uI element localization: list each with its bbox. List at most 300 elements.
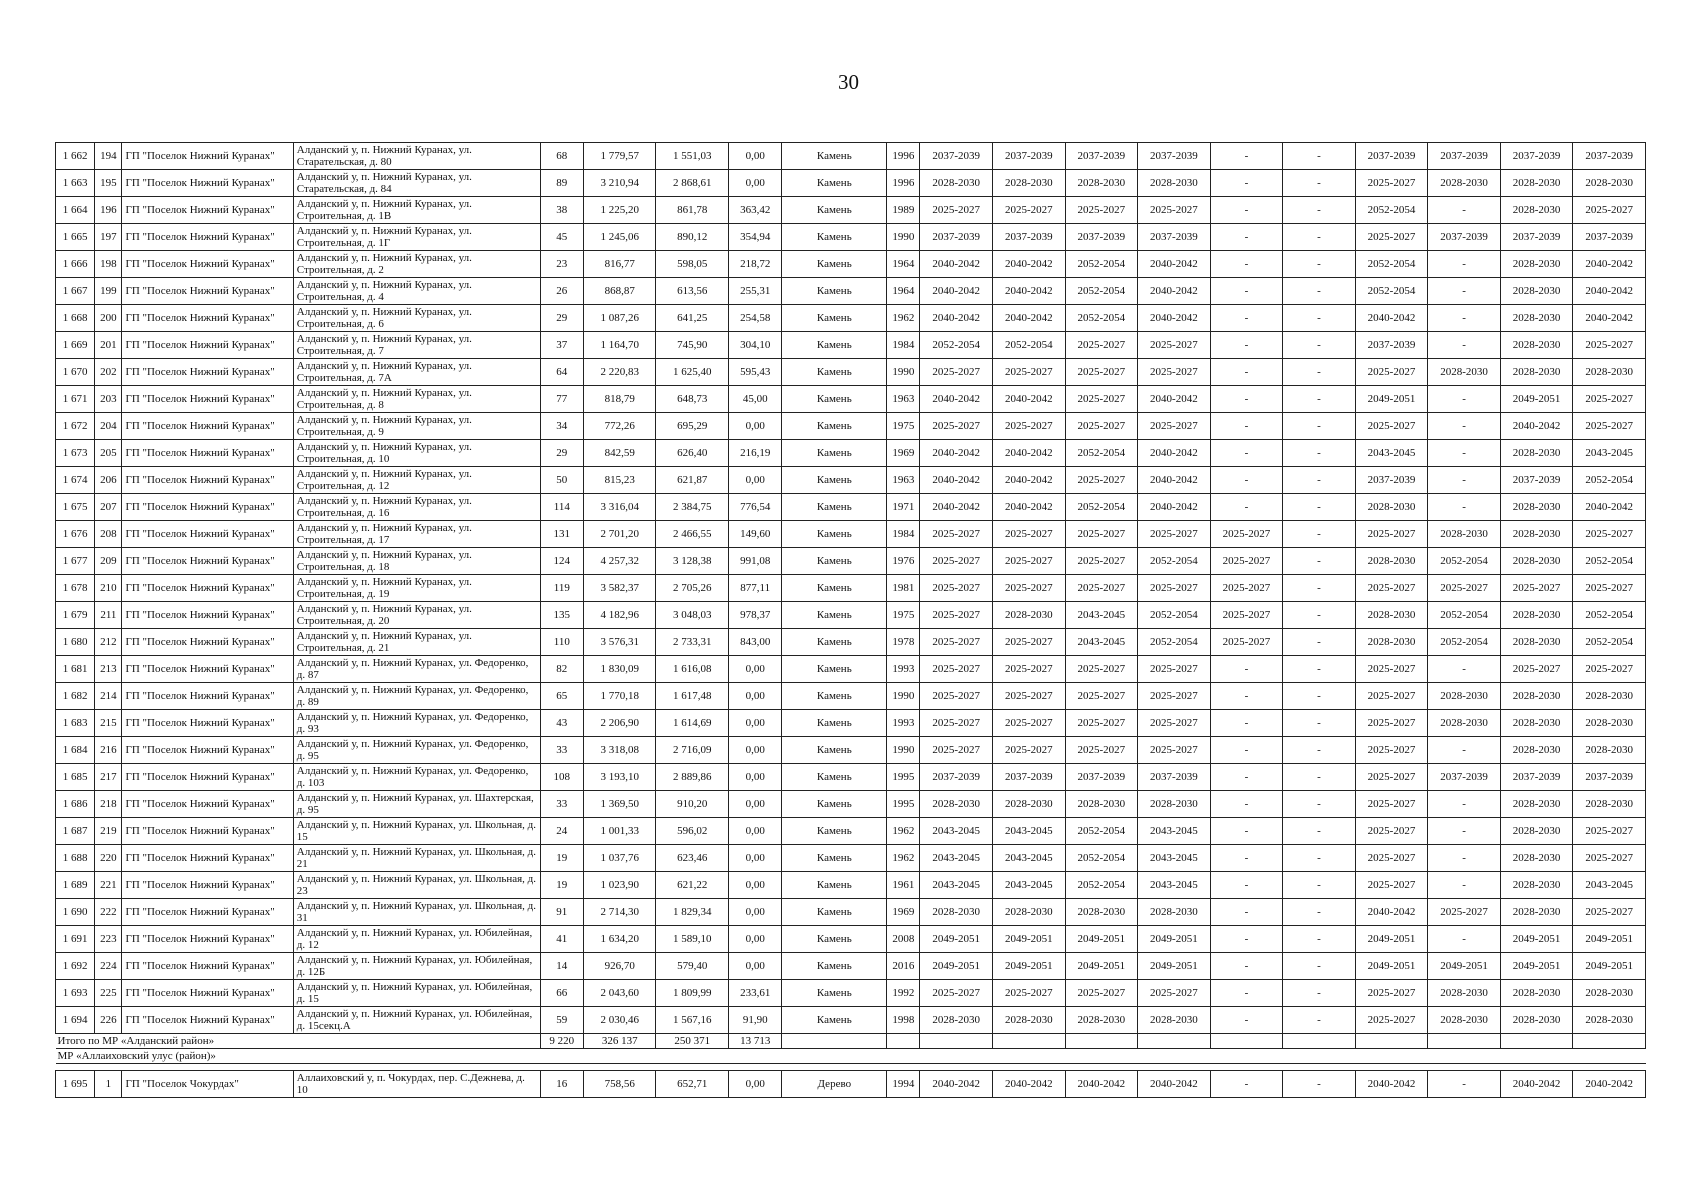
table-cell: 621,22 xyxy=(656,872,729,899)
table-row xyxy=(56,845,1646,872)
table-cell: Алданский у, п. Нижний Куранах, ул. Строительная, д. 19 xyxy=(293,575,540,602)
table-cell: 1 567,16 xyxy=(656,1007,729,1034)
table-cell: 2025-2027 xyxy=(1573,521,1646,548)
table-cell: - xyxy=(1428,926,1501,953)
table-cell: 2052-2054 xyxy=(1065,494,1138,521)
table-cell: 2025-2027 xyxy=(1355,818,1428,845)
table-cell: 2043-2045 xyxy=(920,845,993,872)
table-cell: 2052-2054 xyxy=(1138,602,1211,629)
table-cell: - xyxy=(1210,494,1283,521)
table-cell: 1 690 xyxy=(56,899,95,926)
table-cell: 1 670 xyxy=(56,359,95,386)
table-cell: 2025-2027 xyxy=(1065,467,1138,494)
table-cell: ГП "Поселок Нижний Куранах" xyxy=(122,629,293,656)
table-cell: 3 128,38 xyxy=(656,548,729,575)
table-cell: 2025-2027 xyxy=(1355,764,1428,791)
table-cell: 1 685 xyxy=(56,764,95,791)
table-cell: 1 667 xyxy=(56,278,95,305)
table-cell: - xyxy=(1283,764,1356,791)
table-cell: 108 xyxy=(540,764,583,791)
table-cell: 2025-2027 xyxy=(1573,818,1646,845)
table-cell: 772,26 xyxy=(583,413,656,440)
empty-cell xyxy=(1355,1034,1428,1049)
table-cell: 1 695 xyxy=(56,1071,95,1098)
table-cell: 2025-2027 xyxy=(920,575,993,602)
table-cell: 2025-2027 xyxy=(993,683,1066,710)
table-cell: 2040-2042 xyxy=(920,494,993,521)
table-cell: ГП "Поселок Нижний Куранах" xyxy=(122,143,293,170)
table-cell: 2049-2051 xyxy=(1065,953,1138,980)
table-cell: 2025-2027 xyxy=(993,575,1066,602)
table-row xyxy=(56,305,1646,332)
table-cell: ГП "Поселок Нижний Куранах" xyxy=(122,386,293,413)
table-cell: 14 xyxy=(540,953,583,980)
table-cell: Алданский у, п. Нижний Куранах, ул. Строительная, д. 7 xyxy=(293,332,540,359)
table-cell: 1 689 xyxy=(56,872,95,899)
table-cell: 626,40 xyxy=(656,440,729,467)
table-cell: 2025-2027 xyxy=(1355,170,1428,197)
empty-cell xyxy=(1138,1034,1211,1049)
table-cell: - xyxy=(1428,332,1501,359)
table-cell: - xyxy=(1428,872,1501,899)
table-cell: Алданский у, п. Нижний Куранах, ул. Юбилейная, д. 15секц.А xyxy=(293,1007,540,1034)
total-area-other: 13 713 xyxy=(729,1034,782,1049)
table-cell: ГП "Поселок Нижний Куранах" xyxy=(122,926,293,953)
table-row xyxy=(56,548,1646,575)
table-cell: 2040-2042 xyxy=(1500,413,1573,440)
table-cell: - xyxy=(1428,440,1501,467)
table-cell: 2040-2042 xyxy=(920,386,993,413)
table-cell: 2052-2054 xyxy=(1573,602,1646,629)
table-cell: Камень xyxy=(782,251,887,278)
table-cell: 2043-2045 xyxy=(1138,872,1211,899)
total-residents: 9 220 xyxy=(540,1034,583,1049)
table-cell: 2025-2027 xyxy=(1355,521,1428,548)
table-row xyxy=(56,899,1646,926)
table-cell: 2037-2039 xyxy=(1573,224,1646,251)
table-cell: 1 694 xyxy=(56,1007,95,1034)
table-cell: 2040-2042 xyxy=(920,1071,993,1098)
table-cell: 2025-2027 xyxy=(920,359,993,386)
table-cell: 776,54 xyxy=(729,494,782,521)
table-cell: 1 830,09 xyxy=(583,656,656,683)
table-cell: 2025-2027 xyxy=(1210,575,1283,602)
table-cell: Алданский у, п. Нижний Куранах, ул. Строительная, д. 17 xyxy=(293,521,540,548)
table-cell: 2040-2042 xyxy=(1573,305,1646,332)
table-cell: 2052-2054 xyxy=(920,332,993,359)
table-cell: 1984 xyxy=(887,521,920,548)
table-cell: 0,00 xyxy=(729,467,782,494)
table-cell: 2052-2054 xyxy=(1065,845,1138,872)
table-cell: ГП "Поселок Нижний Куранах" xyxy=(122,467,293,494)
table-cell: ГП "Поселок Нижний Куранах" xyxy=(122,521,293,548)
table-cell: 2025-2027 xyxy=(1138,332,1211,359)
table-row xyxy=(56,764,1646,791)
table-cell: 254,58 xyxy=(729,305,782,332)
table-cell: 2025-2027 xyxy=(1138,710,1211,737)
table-cell: 1990 xyxy=(887,359,920,386)
table-cell: 2037-2039 xyxy=(1065,224,1138,251)
table-cell: 1 770,18 xyxy=(583,683,656,710)
table-cell: 2028-2030 xyxy=(1065,1007,1138,1034)
table-cell: 2040-2042 xyxy=(993,251,1066,278)
table-cell: ГП "Поселок Нижний Куранах" xyxy=(122,359,293,386)
table-cell: 2040-2042 xyxy=(1138,386,1211,413)
table-cell: 26 xyxy=(540,278,583,305)
table-cell: ГП "Поселок Нижний Куранах" xyxy=(122,737,293,764)
table-cell: 1994 xyxy=(887,1071,920,1098)
table-cell: 877,11 xyxy=(729,575,782,602)
table-cell: 2025-2027 xyxy=(1573,332,1646,359)
table-cell: 205 xyxy=(95,440,122,467)
table-cell: 2040-2042 xyxy=(993,467,1066,494)
table-cell: 2052-2054 xyxy=(993,332,1066,359)
table-cell: 2008 xyxy=(887,926,920,953)
table-cell: 1993 xyxy=(887,656,920,683)
table-cell: Камень xyxy=(782,791,887,818)
table-cell: 2025-2027 xyxy=(1210,548,1283,575)
table-cell: - xyxy=(1428,305,1501,332)
table-cell: 214 xyxy=(95,683,122,710)
table-cell: 2040-2042 xyxy=(920,251,993,278)
table-cell: 2052-2054 xyxy=(1065,440,1138,467)
table-cell: 2040-2042 xyxy=(1355,899,1428,926)
table-cell: 0,00 xyxy=(729,791,782,818)
table-row xyxy=(56,413,1646,440)
table-cell: 1 634,20 xyxy=(583,926,656,953)
table-row xyxy=(56,683,1646,710)
table-cell: Алданский у, п. Нижний Куранах, ул. Строительная, д. 1В xyxy=(293,197,540,224)
table-cell: 216 xyxy=(95,737,122,764)
table-cell: 2028-2030 xyxy=(1065,899,1138,926)
empty-cell xyxy=(1283,1034,1356,1049)
table-cell: 1 779,57 xyxy=(583,143,656,170)
table-cell: 2028-2030 xyxy=(1428,1007,1501,1034)
table-cell: 842,59 xyxy=(583,440,656,467)
table-cell: 648,73 xyxy=(656,386,729,413)
table-cell: 2028-2030 xyxy=(1428,359,1501,386)
table-cell: 2025-2027 xyxy=(993,359,1066,386)
table-cell: 926,70 xyxy=(583,953,656,980)
table-cell: - xyxy=(1210,1007,1283,1034)
table-cell: 2040-2042 xyxy=(993,278,1066,305)
table-cell: - xyxy=(1210,305,1283,332)
table-cell: 255,31 xyxy=(729,278,782,305)
empty-cell xyxy=(1500,1034,1573,1049)
table-cell: 1990 xyxy=(887,224,920,251)
table-cell: - xyxy=(1210,467,1283,494)
table-cell: 91 xyxy=(540,899,583,926)
table-cell: 1 037,76 xyxy=(583,845,656,872)
table-cell: - xyxy=(1283,953,1356,980)
table-cell: 68 xyxy=(540,143,583,170)
table-cell: 0,00 xyxy=(729,818,782,845)
table-cell: 2049-2051 xyxy=(993,953,1066,980)
empty-cell xyxy=(1065,1034,1138,1049)
table-cell: 1976 xyxy=(887,548,920,575)
table-cell: - xyxy=(1283,602,1356,629)
table-cell: 2028-2030 xyxy=(1138,791,1211,818)
table-cell: Камень xyxy=(782,170,887,197)
empty-cell xyxy=(1428,1034,1501,1049)
table-cell: 2037-2039 xyxy=(1428,143,1501,170)
table-cell: ГП "Поселок Нижний Куранах" xyxy=(122,548,293,575)
table-cell: 2037-2039 xyxy=(1138,764,1211,791)
table-cell: 2043-2045 xyxy=(993,872,1066,899)
table-cell: ГП "Поселок Чокурдах" xyxy=(122,1071,293,1098)
table-cell: 1 682 xyxy=(56,683,95,710)
table-cell: 2028-2030 xyxy=(1500,872,1573,899)
table-cell: - xyxy=(1210,899,1283,926)
table-cell: 2052-2054 xyxy=(1065,251,1138,278)
table-row xyxy=(56,386,1646,413)
table-cell: 2028-2030 xyxy=(1500,791,1573,818)
table-cell: ГП "Поселок Нижний Куранах" xyxy=(122,872,293,899)
table-cell: 131 xyxy=(540,521,583,548)
table-cell: - xyxy=(1428,278,1501,305)
table-cell: 16 xyxy=(540,1071,583,1098)
table-cell: 2025-2027 xyxy=(1138,683,1211,710)
table-cell: 2052-2054 xyxy=(1355,197,1428,224)
table-cell: 2040-2042 xyxy=(1138,305,1211,332)
table-cell: 2028-2030 xyxy=(1355,629,1428,656)
table-cell: Алданский у, п. Нижний Куранах, ул. Строительная, д. 16 xyxy=(293,494,540,521)
table-cell: 0,00 xyxy=(729,656,782,683)
table-cell: - xyxy=(1210,224,1283,251)
table-cell: 226 xyxy=(95,1007,122,1034)
table-cell: 2028-2030 xyxy=(1355,602,1428,629)
table-row xyxy=(56,440,1646,467)
table-cell: 218,72 xyxy=(729,251,782,278)
table-cell: 2049-2051 xyxy=(1355,953,1428,980)
table-cell: Алданский у, п. Нижний Куранах, ул. Федоренко, д. 87 xyxy=(293,656,540,683)
table-cell: 1 693 xyxy=(56,980,95,1007)
table-cell: Алданский у, п. Нижний Куранах, ул. Строительная, д. 21 xyxy=(293,629,540,656)
table-cell: 2028-2030 xyxy=(920,899,993,926)
table-cell: Алданский у, п. Нижний Куранах, ул. Строительная, д. 6 xyxy=(293,305,540,332)
table-cell: 2049-2051 xyxy=(1428,953,1501,980)
table-cell: 1 225,20 xyxy=(583,197,656,224)
table-cell: 2040-2042 xyxy=(920,305,993,332)
table-cell: - xyxy=(1283,1007,1356,1034)
table-cell: 2040-2042 xyxy=(1355,1071,1428,1098)
table-cell: 2025-2027 xyxy=(993,737,1066,764)
table-cell: 1 664 xyxy=(56,197,95,224)
table-cell: 621,87 xyxy=(656,467,729,494)
table-cell: 2 466,55 xyxy=(656,521,729,548)
table-cell: 2028-2030 xyxy=(1138,170,1211,197)
table-cell: 203 xyxy=(95,386,122,413)
table-cell: 219 xyxy=(95,818,122,845)
empty-cell xyxy=(993,1034,1066,1049)
table-cell: Камень xyxy=(782,197,887,224)
table-cell: 233,61 xyxy=(729,980,782,1007)
table-cell: 1 683 xyxy=(56,710,95,737)
table-cell: 2037-2039 xyxy=(993,224,1066,251)
table-cell: ГП "Поселок Нижний Куранах" xyxy=(122,494,293,521)
table-cell: 199 xyxy=(95,278,122,305)
table-cell: 2037-2039 xyxy=(920,764,993,791)
table-cell: - xyxy=(1210,764,1283,791)
table-cell: 1 023,90 xyxy=(583,872,656,899)
table-row xyxy=(56,170,1646,197)
table-cell: 1 663 xyxy=(56,170,95,197)
section-row xyxy=(56,1049,1646,1064)
table-cell: 2 030,46 xyxy=(583,1007,656,1034)
table-cell: 0,00 xyxy=(729,899,782,926)
table-cell: 2040-2042 xyxy=(993,1071,1066,1098)
table-cell: 222 xyxy=(95,899,122,926)
table-cell: 2049-2051 xyxy=(1355,386,1428,413)
table-cell: 816,77 xyxy=(583,251,656,278)
table-cell: 2025-2027 xyxy=(993,980,1066,1007)
table-cell: 2028-2030 xyxy=(1428,683,1501,710)
table-cell: 2052-2054 xyxy=(1355,251,1428,278)
table-cell: 2043-2045 xyxy=(1355,440,1428,467)
table-cell: 2028-2030 xyxy=(1065,170,1138,197)
table-cell: 2028-2030 xyxy=(1500,170,1573,197)
table-cell: 2028-2030 xyxy=(1573,791,1646,818)
table-cell: 2025-2027 xyxy=(1573,899,1646,926)
table-cell: 2028-2030 xyxy=(920,1007,993,1034)
table-cell: Камень xyxy=(782,278,887,305)
table-cell: 2 868,61 xyxy=(656,170,729,197)
table-cell: Алданский у, п. Нижний Куранах, ул. Федоренко, д. 103 xyxy=(293,764,540,791)
table-cell: 201 xyxy=(95,332,122,359)
table-cell: - xyxy=(1283,305,1356,332)
table-cell: 1962 xyxy=(887,845,920,872)
table-cell: 2040-2042 xyxy=(920,278,993,305)
table-cell: 2025-2027 xyxy=(1355,575,1428,602)
table-cell: ГП "Поселок Нижний Куранах" xyxy=(122,251,293,278)
table-cell: - xyxy=(1283,467,1356,494)
table-cell: 2052-2054 xyxy=(1355,278,1428,305)
table-cell: 0,00 xyxy=(729,1071,782,1098)
table-cell: - xyxy=(1428,413,1501,440)
table-cell: 2028-2030 xyxy=(1573,359,1646,386)
table-cell: - xyxy=(1283,629,1356,656)
table-cell: 2028-2030 xyxy=(993,791,1066,818)
table-cell: - xyxy=(1283,413,1356,440)
table-cell: 2025-2027 xyxy=(1065,413,1138,440)
table-cell: 2028-2030 xyxy=(1500,737,1573,764)
table-cell: 2025-2027 xyxy=(920,980,993,1007)
table-cell: 861,78 xyxy=(656,197,729,224)
table-cell: 2025-2027 xyxy=(1065,521,1138,548)
table-cell: 2028-2030 xyxy=(1355,494,1428,521)
table-cell: 41 xyxy=(540,926,583,953)
table-row xyxy=(56,197,1646,224)
table-cell: 2049-2051 xyxy=(1500,953,1573,980)
table-row xyxy=(56,278,1646,305)
table-cell: 2037-2039 xyxy=(920,143,993,170)
table-cell: 2025-2027 xyxy=(993,197,1066,224)
table-cell: 1 686 xyxy=(56,791,95,818)
table-cell: 2028-2030 xyxy=(1355,548,1428,575)
table-cell: 37 xyxy=(540,332,583,359)
table-cell: 2025-2027 xyxy=(1065,683,1138,710)
table-cell: 220 xyxy=(95,845,122,872)
table-cell: 2025-2027 xyxy=(993,710,1066,737)
table-cell: 2037-2039 xyxy=(920,224,993,251)
table-cell: 2025-2027 xyxy=(1138,359,1211,386)
table-row xyxy=(56,494,1646,521)
table-cell: 2040-2042 xyxy=(1138,467,1211,494)
table-cell: - xyxy=(1283,278,1356,305)
table-cell: - xyxy=(1210,845,1283,872)
table-cell: Камень xyxy=(782,656,887,683)
table-cell: 2052-2054 xyxy=(1573,467,1646,494)
table-cell: 2043-2045 xyxy=(920,872,993,899)
table-cell: 1 681 xyxy=(56,656,95,683)
table-cell: - xyxy=(1210,683,1283,710)
table-cell: 2052-2054 xyxy=(1065,872,1138,899)
table-cell: 2043-2045 xyxy=(993,818,1066,845)
table-cell: 2025-2027 xyxy=(1355,656,1428,683)
table-cell: 2037-2039 xyxy=(1573,764,1646,791)
table-cell: 197 xyxy=(95,224,122,251)
table-cell: Камень xyxy=(782,143,887,170)
table-cell: 2028-2030 xyxy=(993,1007,1066,1034)
table-cell: ГП "Поселок Нижний Куранах" xyxy=(122,791,293,818)
table-cell: 2028-2030 xyxy=(1500,629,1573,656)
table-cell: 29 xyxy=(540,305,583,332)
table-cell: ГП "Поселок Нижний Куранах" xyxy=(122,1007,293,1034)
table-cell: 2037-2039 xyxy=(1428,224,1501,251)
table-cell: 2043-2045 xyxy=(1065,629,1138,656)
table-cell: 2040-2042 xyxy=(1138,278,1211,305)
table-cell: 0,00 xyxy=(729,143,782,170)
table-cell: 2043-2045 xyxy=(1065,602,1138,629)
table-cell: 43 xyxy=(540,710,583,737)
table-cell: 1 614,69 xyxy=(656,710,729,737)
table-cell: 2028-2030 xyxy=(1500,359,1573,386)
table-cell: 1 688 xyxy=(56,845,95,872)
table-cell: 2049-2051 xyxy=(1573,926,1646,953)
table-cell: 1990 xyxy=(887,683,920,710)
table-row xyxy=(56,251,1646,278)
table-cell: - xyxy=(1283,521,1356,548)
table-cell: 2049-2051 xyxy=(1573,953,1646,980)
table-cell: 2025-2027 xyxy=(1065,656,1138,683)
table-cell: ГП "Поселок Нижний Куранах" xyxy=(122,197,293,224)
table-cell: 2028-2030 xyxy=(1500,494,1573,521)
table-cell: 2025-2027 xyxy=(1355,224,1428,251)
table-cell: Камень xyxy=(782,845,887,872)
table-cell: 2028-2030 xyxy=(1500,899,1573,926)
table-cell: 2025-2027 xyxy=(1573,413,1646,440)
table-cell: 2025-2027 xyxy=(1065,386,1138,413)
table-cell: - xyxy=(1428,251,1501,278)
table-cell: - xyxy=(1283,818,1356,845)
table-cell: ГП "Поселок Нижний Куранах" xyxy=(122,818,293,845)
table-cell: 1964 xyxy=(887,278,920,305)
table-cell: 2040-2042 xyxy=(1573,494,1646,521)
table-cell: ГП "Поселок Нижний Куранах" xyxy=(122,980,293,1007)
table-cell: 1995 xyxy=(887,764,920,791)
table-cell: 208 xyxy=(95,521,122,548)
table-cell: 2028-2030 xyxy=(1500,278,1573,305)
table-cell: 991,08 xyxy=(729,548,782,575)
table-cell: 1993 xyxy=(887,710,920,737)
table-cell: 596,02 xyxy=(656,818,729,845)
table-cell: Камень xyxy=(782,953,887,980)
table-cell: 1 xyxy=(95,1071,122,1098)
table-cell: 2025-2027 xyxy=(1355,710,1428,737)
table-cell: 2037-2039 xyxy=(993,764,1066,791)
table-cell: 2040-2042 xyxy=(1500,1071,1573,1098)
table-cell: 1 679 xyxy=(56,602,95,629)
